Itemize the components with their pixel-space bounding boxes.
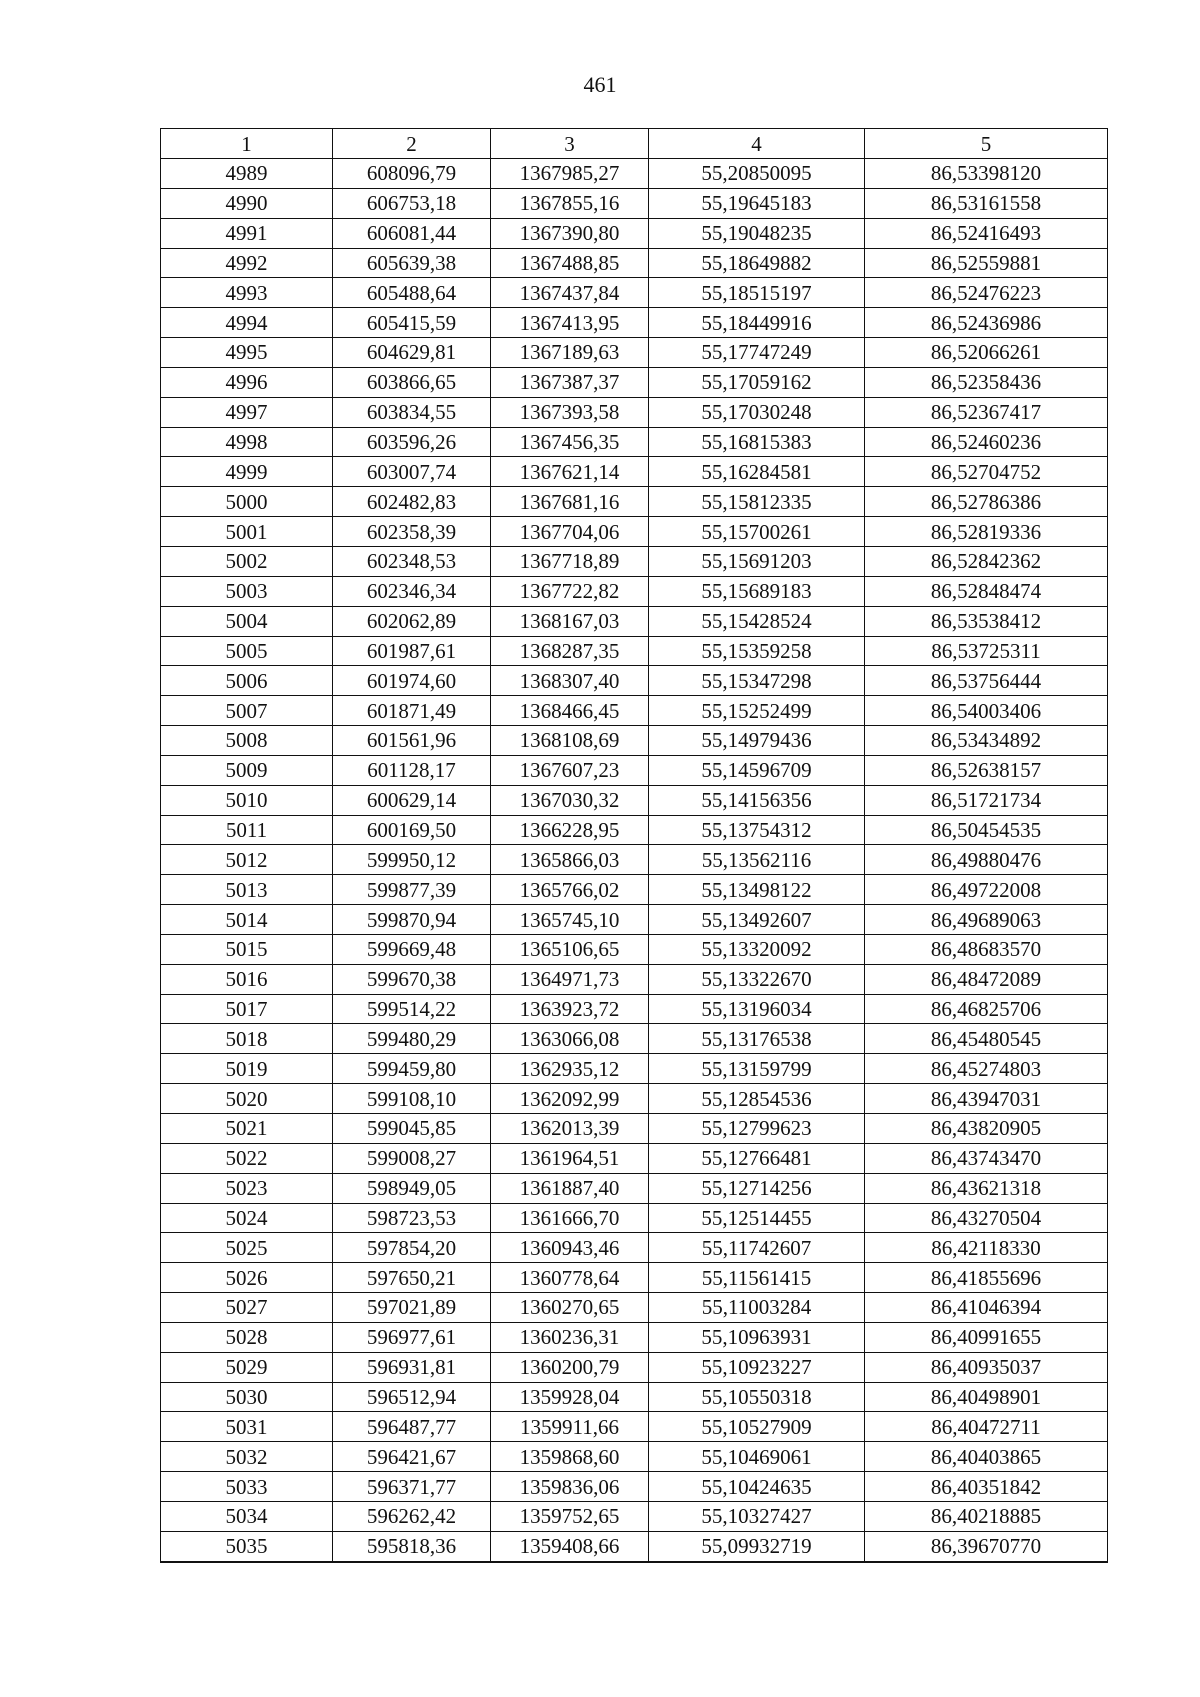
table-cell: 5025 (161, 1233, 333, 1263)
table-cell: 602348,53 (333, 546, 491, 576)
table-cell: 55,18515197 (649, 278, 865, 308)
table-cell: 1365766,02 (491, 875, 649, 905)
table-row (161, 696, 1108, 726)
table-cell: 86,40351842 (865, 1472, 1108, 1502)
table-cell: 1359928,04 (491, 1382, 649, 1412)
table-cell: 599480,29 (333, 1024, 491, 1054)
table-cell: 55,15812335 (649, 487, 865, 517)
table-cell: 1367437,84 (491, 278, 649, 308)
table-cell: 5028 (161, 1322, 333, 1352)
table-cell: 1367621,14 (491, 457, 649, 487)
table-row (161, 666, 1108, 696)
table-cell: 55,10469061 (649, 1442, 865, 1472)
table-cell: 55,11561415 (649, 1263, 865, 1293)
table-cell: 1359836,06 (491, 1472, 649, 1502)
table-cell: 1368108,69 (491, 726, 649, 756)
table-cell: 86,52367417 (865, 397, 1108, 427)
table-cell: 55,18649882 (649, 248, 865, 278)
table-cell: 596487,77 (333, 1412, 491, 1442)
table-row (161, 1233, 1108, 1263)
table-cell: 599108,10 (333, 1084, 491, 1114)
table-cell: 1359752,65 (491, 1501, 649, 1531)
table-cell: 86,48472089 (865, 964, 1108, 994)
table-cell: 602482,83 (333, 487, 491, 517)
table-cell: 596931,81 (333, 1352, 491, 1382)
table-cell: 1367456,35 (491, 427, 649, 457)
table-cell: 600629,14 (333, 785, 491, 815)
table-header-row (161, 129, 1108, 159)
table-cell: 86,52842362 (865, 546, 1108, 576)
table-cell: 55,17059162 (649, 367, 865, 397)
table-cell: 55,13322670 (649, 964, 865, 994)
table-cell: 5004 (161, 606, 333, 636)
table-row (161, 1084, 1108, 1114)
table-row (161, 905, 1108, 935)
table-cell: 1367390,80 (491, 218, 649, 248)
table-row (161, 875, 1108, 905)
table-row (161, 1203, 1108, 1233)
table-cell: 1368466,45 (491, 696, 649, 726)
table-cell: 55,12799623 (649, 1114, 865, 1144)
table-cell: 55,14596709 (649, 755, 865, 785)
table-cell: 86,53538412 (865, 606, 1108, 636)
table-row (161, 755, 1108, 785)
table-cell: 5029 (161, 1352, 333, 1382)
table-cell: 5020 (161, 1084, 333, 1114)
table-cell: 601987,61 (333, 636, 491, 666)
table-cell: 597021,89 (333, 1293, 491, 1323)
table-cell: 86,49880476 (865, 845, 1108, 875)
table-cell: 86,52066261 (865, 338, 1108, 368)
table-cell: 55,15700261 (649, 517, 865, 547)
table-cell: 5030 (161, 1382, 333, 1412)
table-cell: 1362092,99 (491, 1084, 649, 1114)
table-cell: 599950,12 (333, 845, 491, 875)
table-row (161, 308, 1108, 338)
table-cell: 86,39670770 (865, 1531, 1108, 1561)
table-cell: 5035 (161, 1531, 333, 1561)
table-row (161, 726, 1108, 756)
table-row (161, 457, 1108, 487)
table-cell: 1367722,82 (491, 576, 649, 606)
table-cell: 55,11003284 (649, 1293, 865, 1323)
table-cell: 1360943,46 (491, 1233, 649, 1263)
table-cell: 605488,64 (333, 278, 491, 308)
table-cell: 608096,79 (333, 159, 491, 189)
table-cell: 598723,53 (333, 1203, 491, 1233)
table-cell: 86,42118330 (865, 1233, 1108, 1263)
table-cell: 55,12766481 (649, 1143, 865, 1173)
table-cell: 86,52460236 (865, 427, 1108, 457)
table-cell: 4999 (161, 457, 333, 487)
table-cell: 5002 (161, 546, 333, 576)
table-cell: 605639,38 (333, 248, 491, 278)
table-row (161, 1143, 1108, 1173)
table-cell: 606753,18 (333, 188, 491, 218)
column-header-4: 4 (649, 129, 865, 159)
table-cell: 86,52416493 (865, 218, 1108, 248)
table-cell: 86,43947031 (865, 1084, 1108, 1114)
table-cell: 1359408,66 (491, 1531, 649, 1561)
table-row (161, 785, 1108, 815)
table-cell: 604629,81 (333, 338, 491, 368)
table-cell: 595818,36 (333, 1531, 491, 1561)
table-cell: 1359911,66 (491, 1412, 649, 1442)
table-cell: 5008 (161, 726, 333, 756)
table-cell: 4997 (161, 397, 333, 427)
table-cell: 5011 (161, 815, 333, 845)
table-cell: 86,40403865 (865, 1442, 1108, 1472)
table-cell: 1367607,23 (491, 755, 649, 785)
table-row (161, 188, 1108, 218)
table-cell: 5009 (161, 755, 333, 785)
table-cell: 603007,74 (333, 457, 491, 487)
table-cell: 1367189,63 (491, 338, 649, 368)
table-cell: 1365106,65 (491, 934, 649, 964)
table-cell: 5027 (161, 1293, 333, 1323)
table-cell: 4994 (161, 308, 333, 338)
table-cell: 5026 (161, 1263, 333, 1293)
table-cell: 1367393,58 (491, 397, 649, 427)
column-header-3: 3 (491, 129, 649, 159)
table-cell: 1360200,79 (491, 1352, 649, 1382)
table-row (161, 845, 1108, 875)
table-cell: 5003 (161, 576, 333, 606)
table-cell: 597854,20 (333, 1233, 491, 1263)
table-cell: 597650,21 (333, 1263, 491, 1293)
table-row (161, 934, 1108, 964)
page-number: 461 (583, 72, 617, 97)
table-cell: 55,15691203 (649, 546, 865, 576)
table-row (161, 1293, 1108, 1323)
table-cell: 55,15428524 (649, 606, 865, 636)
table-cell: 55,15689183 (649, 576, 865, 606)
column-header-5: 5 (865, 129, 1108, 159)
table-cell: 5023 (161, 1173, 333, 1203)
table-cell: 55,16284581 (649, 457, 865, 487)
table-cell: 55,10550318 (649, 1382, 865, 1412)
table-cell: 55,12854536 (649, 1084, 865, 1114)
table-cell: 86,52559881 (865, 248, 1108, 278)
table-cell: 1361964,51 (491, 1143, 649, 1173)
table-cell: 55,18449916 (649, 308, 865, 338)
table-row (161, 1412, 1108, 1442)
table-cell: 599008,27 (333, 1143, 491, 1173)
table-cell: 4992 (161, 248, 333, 278)
table-cell: 1366228,95 (491, 815, 649, 845)
table-row (161, 218, 1108, 248)
table-cell: 1367030,32 (491, 785, 649, 815)
table-cell: 86,53725311 (865, 636, 1108, 666)
table-cell: 603834,55 (333, 397, 491, 427)
table-cell: 1368307,40 (491, 666, 649, 696)
table-cell: 601561,96 (333, 726, 491, 756)
table-cell: 86,53756444 (865, 666, 1108, 696)
table-cell: 86,52358436 (865, 367, 1108, 397)
table-cell: 1368167,03 (491, 606, 649, 636)
table-body (161, 159, 1108, 1562)
table-row (161, 1263, 1108, 1293)
table-cell: 1368287,35 (491, 636, 649, 666)
table-cell: 598949,05 (333, 1173, 491, 1203)
table-cell: 5012 (161, 845, 333, 875)
table-cell: 55,20850095 (649, 159, 865, 189)
table-cell: 5021 (161, 1114, 333, 1144)
table-cell: 1363066,08 (491, 1024, 649, 1054)
table-row (161, 159, 1108, 189)
column-header-2: 2 (333, 129, 491, 159)
table-cell: 86,53161558 (865, 188, 1108, 218)
table-cell: 86,53434892 (865, 726, 1108, 756)
table-cell: 55,11742607 (649, 1233, 865, 1263)
table-cell: 4990 (161, 188, 333, 218)
table-row (161, 1054, 1108, 1084)
table-row (161, 815, 1108, 845)
coordinates-table (160, 128, 1108, 1563)
table-cell: 86,49722008 (865, 875, 1108, 905)
table-cell: 599669,48 (333, 934, 491, 964)
table-cell: 55,10424635 (649, 1472, 865, 1502)
table-cell: 1367718,89 (491, 546, 649, 576)
table-cell: 86,49689063 (865, 905, 1108, 935)
table-cell: 86,45274803 (865, 1054, 1108, 1084)
table-cell: 86,43743470 (865, 1143, 1108, 1173)
table-cell: 86,43820905 (865, 1114, 1108, 1144)
table-cell: 1362935,12 (491, 1054, 649, 1084)
table-cell: 1359868,60 (491, 1442, 649, 1472)
table-cell: 1367855,16 (491, 188, 649, 218)
table-cell: 86,43621318 (865, 1173, 1108, 1203)
table-cell: 1367681,16 (491, 487, 649, 517)
table-cell: 605415,59 (333, 308, 491, 338)
table-cell: 55,13176538 (649, 1024, 865, 1054)
table-cell: 55,15347298 (649, 666, 865, 696)
column-header-1: 1 (161, 129, 333, 159)
table-cell: 55,13498122 (649, 875, 865, 905)
table-cell: 55,10327427 (649, 1501, 865, 1531)
table-cell: 5032 (161, 1442, 333, 1472)
table-cell: 5033 (161, 1472, 333, 1502)
table-row (161, 576, 1108, 606)
table-row (161, 1173, 1108, 1203)
table-cell: 55,19645183 (649, 188, 865, 218)
table-row (161, 964, 1108, 994)
table-row (161, 517, 1108, 547)
table-row (161, 636, 1108, 666)
table-cell: 55,10923227 (649, 1352, 865, 1382)
table-cell: 55,19048235 (649, 218, 865, 248)
table-row (161, 487, 1108, 517)
table-row (161, 1531, 1108, 1561)
table-cell: 55,13754312 (649, 815, 865, 845)
table-row (161, 1352, 1108, 1382)
table-cell: 86,51721734 (865, 785, 1108, 815)
table-cell: 602062,89 (333, 606, 491, 636)
table-cell: 55,16815383 (649, 427, 865, 457)
table-cell: 5017 (161, 994, 333, 1024)
table-cell: 86,40991655 (865, 1322, 1108, 1352)
table-cell: 1362013,39 (491, 1114, 649, 1144)
table-cell: 1361887,40 (491, 1173, 649, 1203)
table-cell: 602346,34 (333, 576, 491, 606)
table-cell: 596977,61 (333, 1322, 491, 1352)
table-row (161, 1472, 1108, 1502)
table-row (161, 338, 1108, 368)
table-cell: 5034 (161, 1501, 333, 1531)
table-cell: 86,40935037 (865, 1352, 1108, 1382)
table-cell: 1361666,70 (491, 1203, 649, 1233)
table-cell: 5024 (161, 1203, 333, 1233)
table-cell: 599514,22 (333, 994, 491, 1024)
table-cell: 4998 (161, 427, 333, 457)
table-cell: 1367387,37 (491, 367, 649, 397)
table-cell: 599045,85 (333, 1114, 491, 1144)
table-row (161, 606, 1108, 636)
table-row (161, 1442, 1108, 1472)
table-cell: 606081,44 (333, 218, 491, 248)
table-cell: 1360236,31 (491, 1322, 649, 1352)
table-cell: 1365866,03 (491, 845, 649, 875)
table-cell: 4989 (161, 159, 333, 189)
table-cell: 599877,39 (333, 875, 491, 905)
table-cell: 5005 (161, 636, 333, 666)
table-cell: 86,40498901 (865, 1382, 1108, 1412)
table-cell: 1363923,72 (491, 994, 649, 1024)
table-cell: 5019 (161, 1054, 333, 1084)
table-cell: 5001 (161, 517, 333, 547)
table-cell: 5013 (161, 875, 333, 905)
table-row (161, 367, 1108, 397)
table-cell: 596371,77 (333, 1472, 491, 1502)
table-cell: 600169,50 (333, 815, 491, 845)
table-cell: 86,52848474 (865, 576, 1108, 606)
table-cell: 86,54003406 (865, 696, 1108, 726)
table-cell: 1365745,10 (491, 905, 649, 935)
table-cell: 86,52436986 (865, 308, 1108, 338)
table-cell: 55,15252499 (649, 696, 865, 726)
table-cell: 1360270,65 (491, 1293, 649, 1323)
table-row (161, 1114, 1108, 1144)
table-cell: 5018 (161, 1024, 333, 1054)
table-cell: 599670,38 (333, 964, 491, 994)
table-cell: 5007 (161, 696, 333, 726)
table-cell: 601128,17 (333, 755, 491, 785)
table-row (161, 1501, 1108, 1531)
table-cell: 5016 (161, 964, 333, 994)
table-cell: 601974,60 (333, 666, 491, 696)
table-cell: 86,46825706 (865, 994, 1108, 1024)
table-cell: 55,15359258 (649, 636, 865, 666)
table-cell: 5010 (161, 785, 333, 815)
table-cell: 596512,94 (333, 1382, 491, 1412)
table-cell: 1367413,95 (491, 308, 649, 338)
table-cell: 4996 (161, 367, 333, 397)
table-cell: 4993 (161, 278, 333, 308)
table-row (161, 546, 1108, 576)
table-cell: 86,40218885 (865, 1501, 1108, 1531)
table-cell: 55,10527909 (649, 1412, 865, 1442)
table-cell: 596421,67 (333, 1442, 491, 1472)
table-cell: 86,52786386 (865, 487, 1108, 517)
table-cell: 55,17030248 (649, 397, 865, 427)
table-cell: 86,53398120 (865, 159, 1108, 189)
table-cell: 55,13562116 (649, 845, 865, 875)
table-row (161, 1024, 1108, 1054)
table-cell: 602358,39 (333, 517, 491, 547)
table-cell: 86,52638157 (865, 755, 1108, 785)
table-cell: 55,14979436 (649, 726, 865, 756)
table-cell: 55,12714256 (649, 1173, 865, 1203)
table-cell: 603866,65 (333, 367, 491, 397)
table-cell: 599459,80 (333, 1054, 491, 1084)
table-cell: 1367985,27 (491, 159, 649, 189)
table-cell: 86,50454535 (865, 815, 1108, 845)
table-row (161, 1382, 1108, 1412)
table-cell: 1367488,85 (491, 248, 649, 278)
table-cell: 596262,42 (333, 1501, 491, 1531)
table-row (161, 1322, 1108, 1352)
table-cell: 86,41046394 (865, 1293, 1108, 1323)
table-cell: 1360778,64 (491, 1263, 649, 1293)
table-cell: 86,52704752 (865, 457, 1108, 487)
table-cell: 4995 (161, 338, 333, 368)
table-cell: 5022 (161, 1143, 333, 1173)
table-cell: 55,09932719 (649, 1531, 865, 1561)
table-cell: 55,13159799 (649, 1054, 865, 1084)
table-cell: 603596,26 (333, 427, 491, 457)
table-cell: 55,10963931 (649, 1322, 865, 1352)
table-cell: 55,14156356 (649, 785, 865, 815)
table-cell: 86,48683570 (865, 934, 1108, 964)
table-cell: 601871,49 (333, 696, 491, 726)
table-row (161, 278, 1108, 308)
table-row (161, 397, 1108, 427)
table-cell: 86,41855696 (865, 1263, 1108, 1293)
table-cell: 55,12514455 (649, 1203, 865, 1233)
table-row (161, 427, 1108, 457)
table-cell: 5000 (161, 487, 333, 517)
table-cell: 1364971,73 (491, 964, 649, 994)
table-cell: 86,52819336 (865, 517, 1108, 547)
table-cell: 4991 (161, 218, 333, 248)
table-cell: 55,17747249 (649, 338, 865, 368)
table-cell: 599870,94 (333, 905, 491, 935)
table-cell: 55,13320092 (649, 934, 865, 964)
table-cell: 55,13492607 (649, 905, 865, 935)
table-cell: 5015 (161, 934, 333, 964)
table-cell: 5014 (161, 905, 333, 935)
table-row (161, 248, 1108, 278)
table-cell: 86,43270504 (865, 1203, 1108, 1233)
table-cell: 5006 (161, 666, 333, 696)
table-cell: 55,13196034 (649, 994, 865, 1024)
table-cell: 86,45480545 (865, 1024, 1108, 1054)
table-cell: 86,40472711 (865, 1412, 1108, 1442)
table-cell: 5031 (161, 1412, 333, 1442)
table-cell: 1367704,06 (491, 517, 649, 547)
table-cell: 86,52476223 (865, 278, 1108, 308)
table-row (161, 994, 1108, 1024)
